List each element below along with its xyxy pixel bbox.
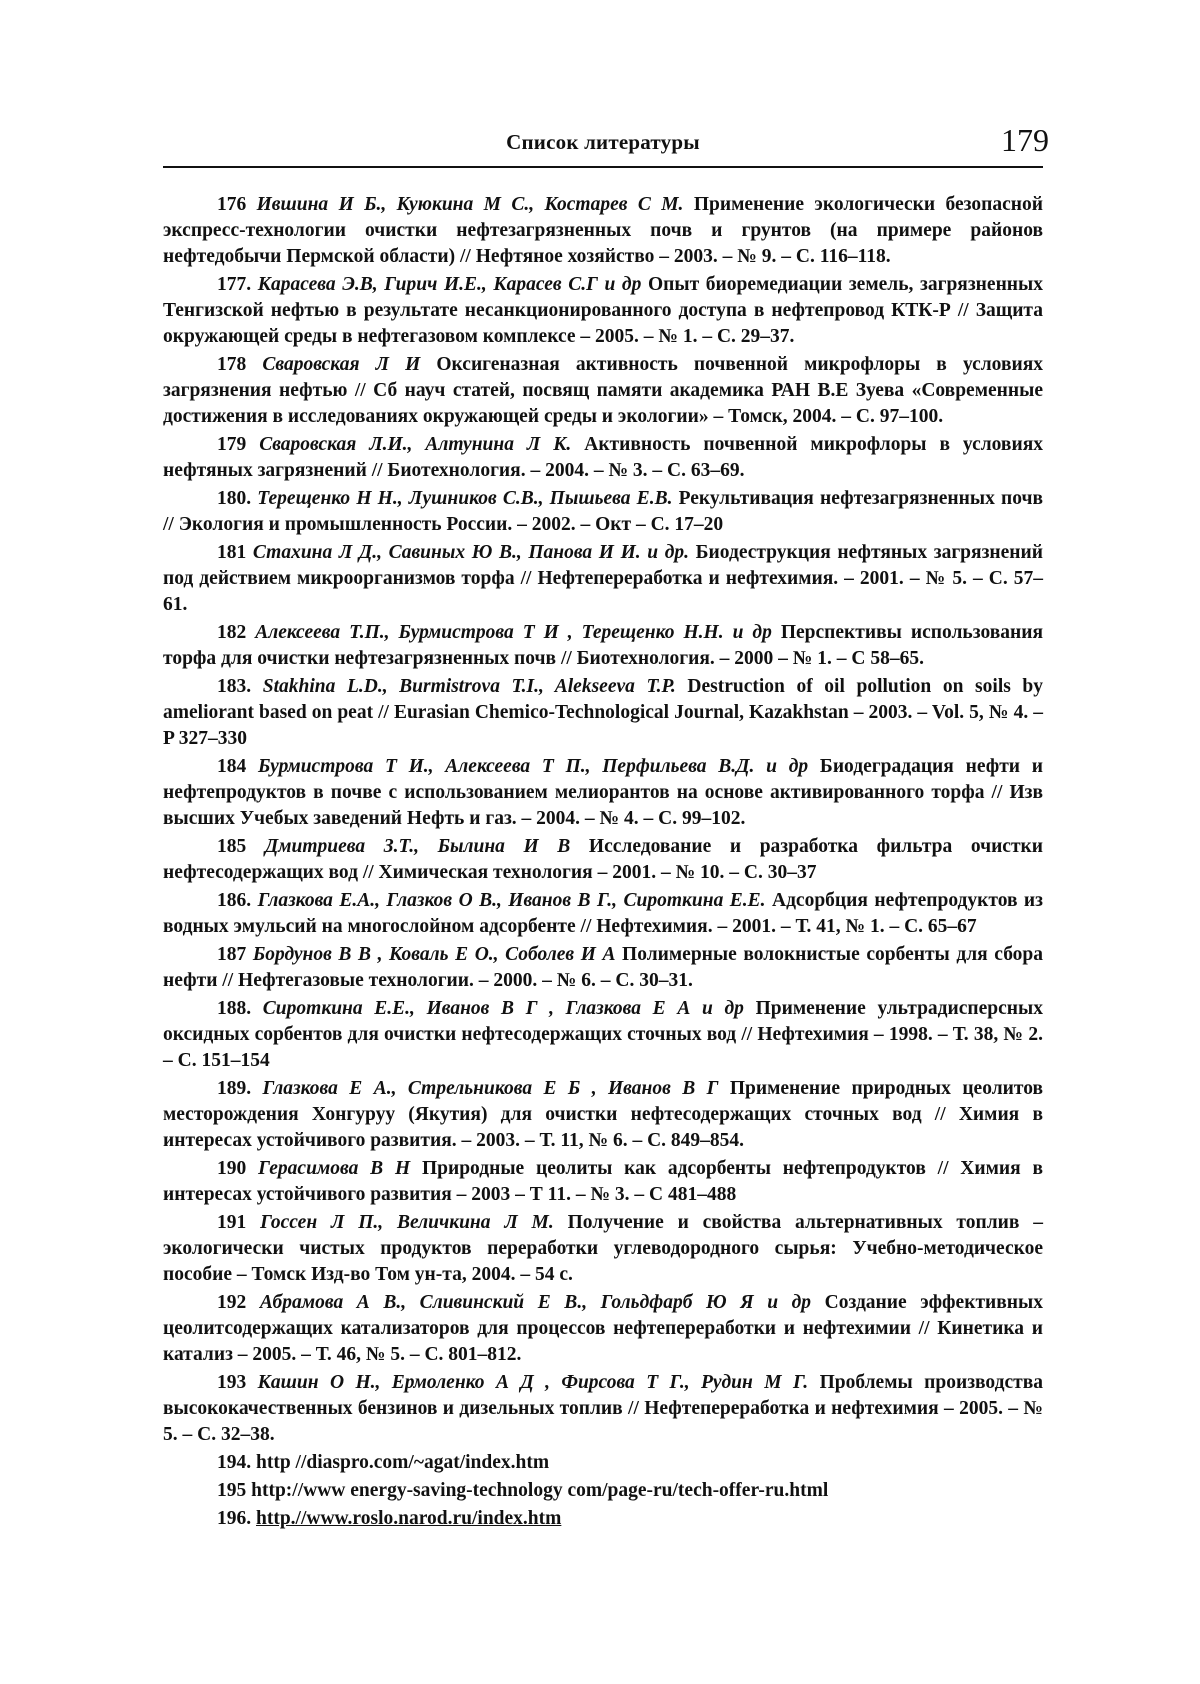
reference-authors: Карасева Э.В, Гирич И.Е., Карасев С.Г и др xyxy=(257,274,642,295)
reference-text: Опыт биоремедиации земель, загрязненных Тенгизской нефтью в результате несанкционированного доступа в нефтепровод КТК-Р // Защита окружающей среды в нефтегазовом комплексе – 2005. – № 1. – С. 29–37. xyxy=(163,274,1044,347)
reference-number: 176 xyxy=(217,194,247,215)
reference-item xyxy=(163,486,1043,538)
reference-text: Применение экологически безопасной экспресс-технологии очистки нефтезагрязненных почв и грунтов (на примере районов нефтедобычи Пермской области) // Нефтяное хозяйство – 2003. – № 9. – С. 116–118. xyxy=(163,194,1043,267)
reference-authors: Алексеева Т.П., Бурмистрова Т И , Терещенко Н.Н. и др xyxy=(255,622,772,643)
reference-text: Destruction of oil pollution on soils by ameliorant based on peat // Eurasian Chemico-Technological Journal, Kazakhstan – 2003. – Vol. 5, № 4. – P 327–330 xyxy=(163,676,1044,749)
reference-list xyxy=(163,192,1043,1534)
reference-url[interactable]: http //diaspro.com/~agat/index.htm xyxy=(256,1452,550,1473)
reference-authors: Стахина Л Д., Савиных Ю В., Панова И И. и др. xyxy=(252,542,690,563)
reference-item xyxy=(163,942,1043,994)
reference-number: 186. xyxy=(217,890,252,911)
reference-text: Проблемы производства высококачественных бензинов и дизельных топлив // Нефтепереработка и нефтехимия – 2005. – № 5. – С. 32–38. xyxy=(163,1372,1043,1445)
reference-authors: Бурмистрова Т И., Алексеева Т П., Перфильева В.Д. и др xyxy=(258,756,809,777)
reference-text: Перспективы использования торфа для очистки нефтезагрязненных почв // Биотехнология. – 2000 – № 1. – С 58–65. xyxy=(163,622,1044,669)
reference-item xyxy=(163,834,1043,886)
reference-number: 184 xyxy=(217,756,247,777)
reference-item xyxy=(163,1506,1043,1532)
reference-authors: Глазкова Е.А., Глазков О В., Иванов В Г., Сироткина Е.Е. xyxy=(257,890,766,911)
reference-authors: Stakhina L.D., Burmistrova T.I., Alekseeva T.P. xyxy=(262,676,676,697)
reference-item xyxy=(163,1450,1043,1476)
reference-number: 182 xyxy=(217,622,247,643)
reference-number: 196. xyxy=(217,1508,252,1529)
reference-item xyxy=(163,432,1043,484)
reference-item xyxy=(163,888,1043,940)
reference-text: Адсорбция нефтепродуктов из водных эмульсий на многослойном адсорбенте // Нефтехимия. – 2001. – Т. 41, № 1. – С. 65–67 xyxy=(163,890,1044,937)
reference-number: 177. xyxy=(217,274,252,295)
reference-number: 194. xyxy=(217,1452,252,1473)
reference-number: 193 xyxy=(217,1372,247,1393)
reference-number: 189. xyxy=(217,1078,252,1099)
reference-text: Получение и свойства альтернативных топлив – экологически чистых продуктов переработки углеводородного сырья: Учебно-методическое пособие – Томск Изд-во Том ун-та, 2004. – 54 с. xyxy=(163,1212,1044,1285)
reference-number: 195 xyxy=(217,1480,247,1501)
reference-item xyxy=(163,620,1043,672)
reference-authors: Сваровская Л.И., Алтунина Л К. xyxy=(259,434,572,455)
reference-item xyxy=(163,1076,1043,1154)
running-header xyxy=(163,118,1049,168)
reference-item xyxy=(163,1478,1043,1504)
section-title: Список литературы xyxy=(506,130,700,154)
reference-authors: Терещенко Н Н., Лушников С.В., Пышьева Е.В. xyxy=(257,488,673,509)
reference-number: 179 xyxy=(217,434,247,455)
reference-item xyxy=(163,754,1043,832)
reference-text: Исследование и разработка фильтра очистки нефтесодержащих вод // Химическая технология – 2001. – № 10. – С. 30–37 xyxy=(163,836,1044,883)
reference-authors: Госсен Л П., Величкина Л М. xyxy=(260,1212,554,1233)
reference-text: Применение природных цеолитов месторождения Хонгуруу (Якутия) для очистки нефтесодержащих сточных вод // Химия в интересах устойчивого развития. – 2003. – Т. 11, № 6. – С. 849–854. xyxy=(163,1078,1043,1151)
reference-item xyxy=(163,1156,1043,1208)
page-number: 179 xyxy=(1001,122,1049,158)
reference-authors: Дмитриева З.Т., Былина И В xyxy=(264,836,571,857)
reference-text: Природные цеолиты как адсорбенты нефтепродуктов // Химия в интересах устойчивого развития – 2003 – Т 11. – № 3. – С 481–488 xyxy=(163,1158,1044,1205)
reference-item xyxy=(163,674,1043,752)
reference-text: Применение ультрадисперсных оксидных сорбентов для очистки нефтесодержащих сточных вод // Нефтехимия – 1998. – Т. 38, № 2. – С. 151–154 xyxy=(163,998,1044,1071)
reference-text: Создание эффективных цеолитсодержащих катализаторов для процессов нефтепереработки и нефтехимии // Кинетика и катализ – 2005. – Т. 46, № 5. – С. 801–812. xyxy=(163,1292,1043,1365)
reference-authors: Сваровская Л И xyxy=(262,354,421,375)
reference-authors: Сироткина Е.Е., Иванов В Г , Глазкова Е А и др xyxy=(262,998,744,1019)
reference-number: 180. xyxy=(217,488,252,509)
reference-number: 191 xyxy=(217,1212,247,1233)
reference-text: Оксигеназная активность почвенной микрофлоры в условиях загрязнения нефтью // Сб науч статей, посвящ памяти академика РАН В.Е Зуева «Современные достижения в исследованиях окружающей среды и экологии» – Томск, 2004. – С. 97–100. xyxy=(163,354,1044,427)
reference-number: 192 xyxy=(217,1292,247,1313)
reference-item xyxy=(163,192,1043,270)
reference-authors: Ившина И Б., Куюкина М С., Костарев С М. xyxy=(256,194,684,215)
reference-text: Биодеградация нефти и нефтепродуктов в почве с использованием мелиорантов на основе активированного торфа // Изв высших Учебых заведений Нефть и газ. – 2004. – № 4. – С. 99–102. xyxy=(163,756,1044,829)
reference-number: 183. xyxy=(217,676,252,697)
reference-number: 181 xyxy=(217,542,247,563)
reference-number: 188. xyxy=(217,998,252,1019)
reference-text: Полимерные волокнистые сорбенты для сбора нефти // Нефтегазовые технологии. – 2000. – № 6. – С. 30–31. xyxy=(163,944,1044,991)
reference-text: Рекультивация нефтезагрязненных почв // Экология и промышленность России. – 2002. – Окт – С. 17–20 xyxy=(163,488,1043,535)
reference-item xyxy=(163,1290,1043,1368)
reference-authors: Абрамова А В., Сливинский Е В., Гольдфарб Ю Я и др xyxy=(259,1292,812,1313)
reference-authors: Герасимова В Н xyxy=(258,1158,411,1179)
reference-url[interactable]: http://www energy-saving-technology com/page-ru/tech-offer-ru.html xyxy=(251,1480,829,1501)
reference-item xyxy=(163,540,1043,618)
reference-authors: Кашин О Н., Ермоленко А Д , Фирсова Т Г., Рудин М Г. xyxy=(257,1372,809,1393)
reference-text: Биодеструкция нефтяных загрязнений под действием микроорганизмов торфа // Нефтепереработка и нефтехимия. – 2001. – № 5. – С. 57–61. xyxy=(163,542,1043,615)
reference-item xyxy=(163,1210,1043,1288)
reference-number: 178 xyxy=(217,354,247,375)
reference-item xyxy=(163,272,1043,350)
reference-authors: Глазкова Е А., Стрельникова Е Б , Иванов В Г xyxy=(262,1078,719,1099)
reference-item xyxy=(163,1370,1043,1448)
reference-url[interactable]: http.//www.roslo.narod.ru/index.htm xyxy=(256,1508,562,1529)
reference-authors: Бордунов В В , Коваль Е О., Соболев И А xyxy=(252,944,616,965)
reference-number: 190 xyxy=(217,1158,247,1179)
reference-item xyxy=(163,352,1043,430)
reference-number: 185 xyxy=(217,836,247,857)
reference-text: Активность почвенной микрофлоры в условиях нефтяных загрязнений // Биотехнология. – 2004. – № 3. – С. 63–69. xyxy=(163,434,1043,481)
reference-number: 187 xyxy=(217,944,247,965)
reference-item xyxy=(163,996,1043,1074)
